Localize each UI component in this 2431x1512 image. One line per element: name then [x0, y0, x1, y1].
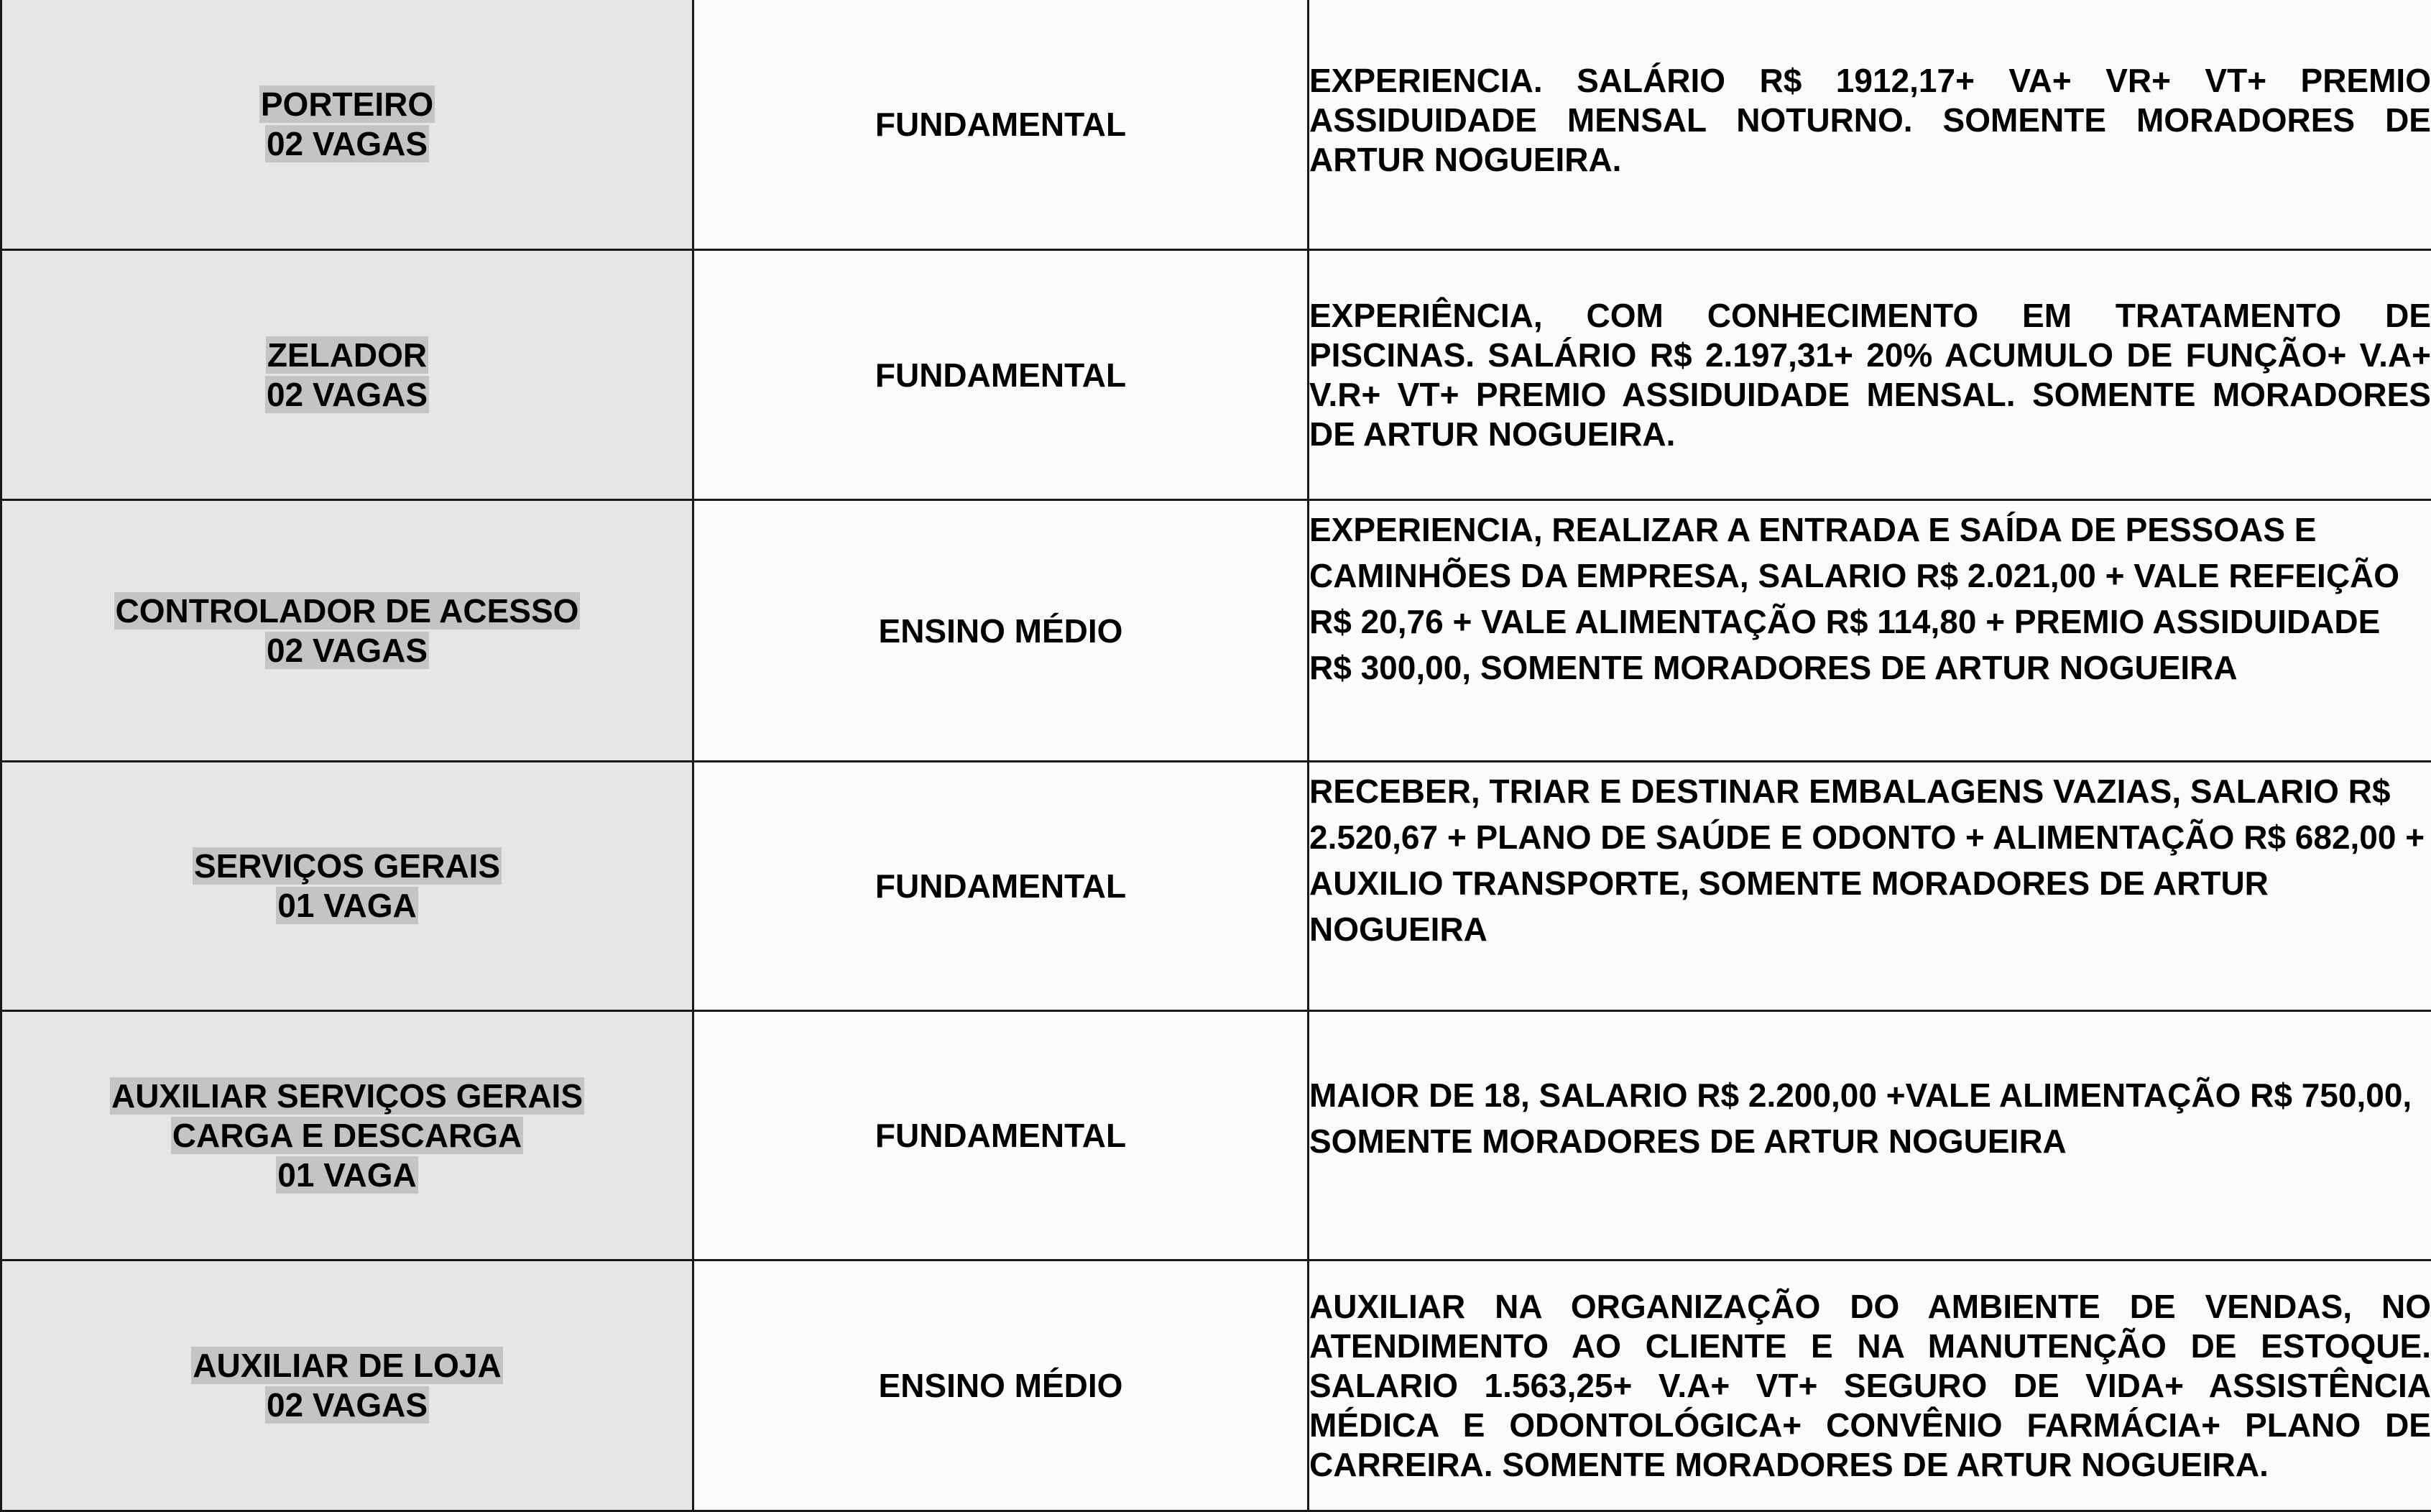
- vacancy-count: 02 VAGAS: [265, 125, 429, 162]
- description-cell: RECEBER, TRIAR E DESTINAR EMBALAGENS VAZIAS, SALARIO R$ 2.520,67 + PLANO DE SAÚDE E ODONTO + ALIMENTAÇÃO R$ 682,00 + AUXILIO TRANSPORTE, SOMENTE MORADORES DE ARTUR NOGUEIRA: [1309, 762, 2431, 1011]
- vacancy-count: 01 VAGA: [276, 887, 418, 924]
- table-row: [1, 762, 2431, 1011]
- role-cell: [1, 762, 693, 1011]
- table-row: [1, 500, 2431, 762]
- table-row: [1, 1260, 2431, 1511]
- description-cell: EXPERIÊNCIA, COM CONHECIMENTO EM TRATAMENTO DE PISCINAS. SALÁRIO R$ 2.197,31+ 20% ACUMULO DE FUNÇÃO+ V.A+ V.R+ VT+ PREMIO ASSIDUIDADE MENSAL. SOMENTE MORADORES DE ARTUR NOGUEIRA.: [1309, 250, 2431, 500]
- role-cell: [1, 0, 693, 250]
- description-cell: EXPERIENCIA. SALÁRIO R$ 1912,17+ VA+ VR+ VT+ PREMIO ASSIDUIDADE MENSAL NOTURNO. SOMENTE MORADORES DE ARTUR NOGUEIRA.: [1309, 0, 2431, 250]
- education-cell: ENSINO MÉDIO: [693, 1260, 1309, 1511]
- education-cell: ENSINO MÉDIO: [693, 500, 1309, 762]
- role-cell: [1, 500, 693, 762]
- education-cell: FUNDAMENTAL: [693, 0, 1309, 250]
- role-title: AUXILIAR SERVIÇOS GERAIS: [110, 1077, 584, 1115]
- role-cell: [1, 1260, 693, 1511]
- vacancy-count: 02 VAGAS: [265, 1386, 429, 1424]
- role-subtitle: CARGA E DESCARGA: [171, 1117, 523, 1154]
- vacancy-count: 02 VAGAS: [265, 376, 429, 413]
- table-row: [1, 250, 2431, 500]
- vacancy-count: 02 VAGAS: [265, 632, 429, 669]
- role-cell: [1, 1011, 693, 1260]
- role-title: SERVIÇOS GERAIS: [193, 847, 502, 885]
- description-cell: EXPERIENCIA, REALIZAR A ENTRADA E SAÍDA DE PESSOAS E CAMINHÕES DA EMPRESA, SALARIO R$ 2.021,00 + VALE REFEIÇÃO R$ 20,76 + VALE ALIMENTAÇÃO R$ 114,80 + PREMIO ASSIDUIDADE R$ 300,00, SOMENTE MORADORES DE ARTUR NOGUEIRA: [1309, 500, 2431, 762]
- role-title: ZELADOR: [266, 336, 428, 374]
- vacancy-count: 01 VAGA: [276, 1156, 418, 1194]
- education-cell: FUNDAMENTAL: [693, 250, 1309, 500]
- table-row: [1, 1011, 2431, 1260]
- role-title: AUXILIAR DE LOJA: [191, 1347, 502, 1384]
- education-cell: FUNDAMENTAL: [693, 1011, 1309, 1260]
- education-cell: FUNDAMENTAL: [693, 762, 1309, 1011]
- role-title: PORTEIRO: [259, 86, 435, 123]
- description-cell: AUXILIAR NA ORGANIZAÇÃO DO AMBIENTE DE VENDAS, NO ATENDIMENTO AO CLIENTE E NA MANUTENÇÃO DE ESTOQUE. SALARIO 1.563,25+ V.A+ VT+ SEGURO DE VIDA+ ASSISTÊNCIA MÉDICA E ODONTOLÓGICA+ CONVÊNIO FARMÁCIA+ PLANO DE CARREIRA. SOMENTE MORADORES DE ARTUR NOGUEIRA.: [1309, 1260, 2431, 1511]
- table-row: [1, 0, 2431, 250]
- role-cell: [1, 250, 693, 500]
- description-cell: MAIOR DE 18, SALARIO R$ 2.200,00 +VALE ALIMENTAÇÃO R$ 750,00, SOMENTE MORADORES DE ARTUR NOGUEIRA: [1309, 1011, 2431, 1260]
- role-title: CONTROLADOR DE ACESSO: [114, 592, 581, 630]
